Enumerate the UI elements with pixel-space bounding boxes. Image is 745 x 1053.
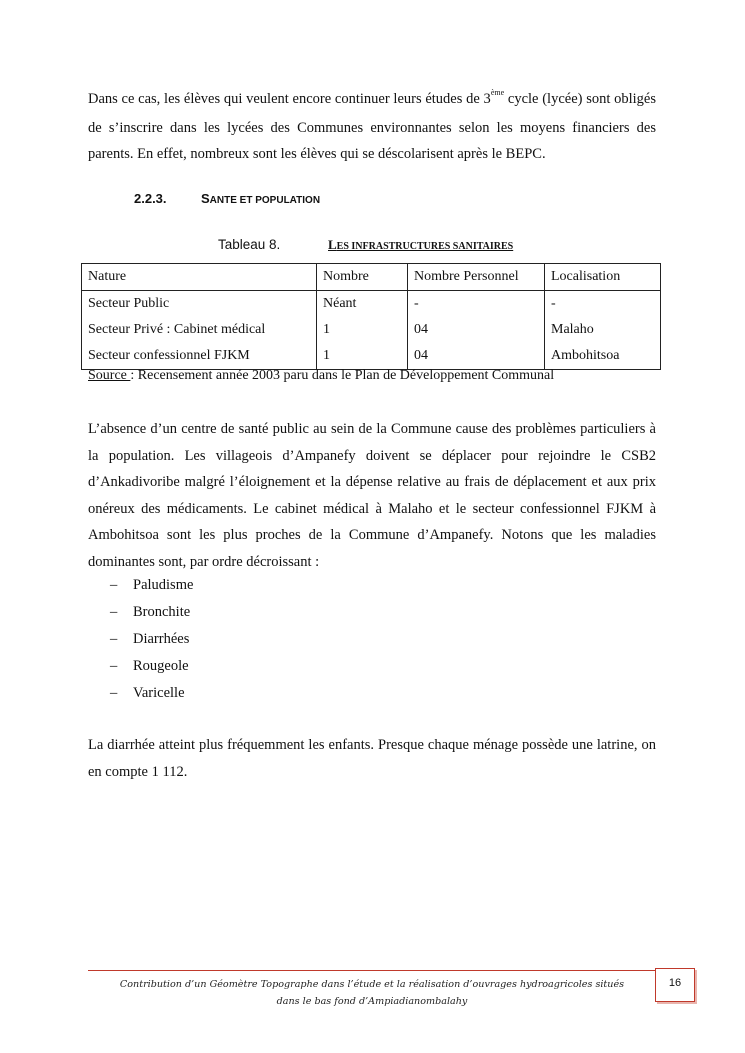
table-caption	[218, 236, 513, 254]
table-cell: Malaho	[545, 317, 661, 343]
source-text: : Recensement année 2003 paru dans le Plan de Développement Communal	[130, 368, 555, 383]
footer-text: Contribution d’un Géomètre Topographe dans l’étude et la réalisation d’ouvrages hydroagricoles situés dans le bas fond d’Ampiadianombalahy	[119, 979, 625, 1007]
list-item	[110, 653, 193, 680]
disease-name: Diarrhées	[133, 631, 190, 647]
dash-bullet: –	[110, 604, 118, 620]
table-caption-title	[328, 236, 513, 253]
intro-paragraph	[88, 86, 656, 168]
table-cell: 1	[317, 343, 408, 370]
disease-name: Bronchite	[133, 604, 191, 620]
health-infrastructure-table	[81, 263, 661, 370]
section-number: 2.2.3.	[134, 191, 167, 206]
table-cell: Ambohitsoa	[545, 343, 661, 370]
disease-name: Varicelle	[133, 685, 185, 701]
dash-bullet: –	[110, 631, 118, 647]
footer-divider	[88, 970, 690, 971]
table-cell: Secteur Public	[82, 291, 317, 318]
table-caption-rest: ES INFRASTRUCTURES SANITAIRES	[336, 241, 514, 252]
table-header-cell: Nombre	[317, 264, 408, 291]
table-caption-label: Tableau 8.	[218, 237, 281, 252]
section-title-initial: S	[201, 191, 210, 206]
table-cell: Néant	[317, 291, 408, 318]
list-item	[110, 572, 193, 599]
table-header-row	[82, 264, 661, 291]
disease-name: Paludisme	[133, 577, 194, 593]
disease-list	[110, 572, 193, 707]
table-cell: Secteur Privé : Cabinet médical	[82, 317, 317, 343]
table-cell: 1	[317, 317, 408, 343]
health-paragraph: L’absence d’un centre de santé public au sein de la Commune cause des problèmes particuliers à la population. Les villageois d’Ampanefy doivent se déplacer pour rejoindre le CSB2 d’Ankadivoribe malgré l’éloignement et la dépense relative au frais de déplacement et aux prix onéreux des médicaments. Le cabinet médical à Malaho et le secteur confessionnel FJKM à Ambohitsoa sont les plus proches de la Commune d’Ampanefy. Notons que les maladies dominantes sont, par ordre décroissant :	[88, 421, 656, 570]
intro-text-1: Dans ce cas, les élèves qui veulent encore continuer leurs études de 3	[88, 91, 491, 107]
dash-bullet: –	[110, 577, 118, 593]
intro-text-2: cycle (lycée) sont obligés de s’inscrire dans les lycées des Communes environnantes selon les moyens financiers des parents. En effet, nombreux sont les élèves qui se déscolarisent après le BEPC.	[88, 91, 656, 162]
dash-bullet: –	[110, 658, 118, 674]
table-header-cell: Nature	[82, 264, 317, 291]
disease-name: Rougeole	[133, 658, 189, 674]
table-header-cell: Localisation	[545, 264, 661, 291]
list-item	[110, 680, 193, 707]
table-cell: 04	[408, 317, 545, 343]
table-cell: -	[408, 291, 545, 318]
table-cell: 04	[408, 343, 545, 370]
table-cell: Secteur confessionnel FJKM	[82, 343, 317, 370]
table-row	[82, 343, 661, 370]
section-title-rest: ANTE ET POPULATION	[209, 195, 321, 206]
table-cell: -	[545, 291, 661, 318]
table-source	[88, 368, 554, 384]
closing-paragraph: La diarrhée atteint plus fréquemment les enfants. Presque chaque ménage possède une latrine, on en compte 1 112.	[88, 737, 656, 780]
table-row	[82, 317, 661, 343]
table-header-cell: Nombre Personnel	[408, 264, 545, 291]
intro-superscript: ème	[490, 88, 505, 97]
list-item	[110, 599, 193, 626]
table-row	[82, 291, 661, 318]
table-caption-initial: L	[328, 237, 337, 252]
list-item	[110, 626, 193, 653]
source-label: Source	[88, 368, 131, 383]
section-heading	[134, 191, 320, 206]
dash-bullet: –	[110, 685, 118, 701]
page-number: 16	[655, 968, 695, 1002]
